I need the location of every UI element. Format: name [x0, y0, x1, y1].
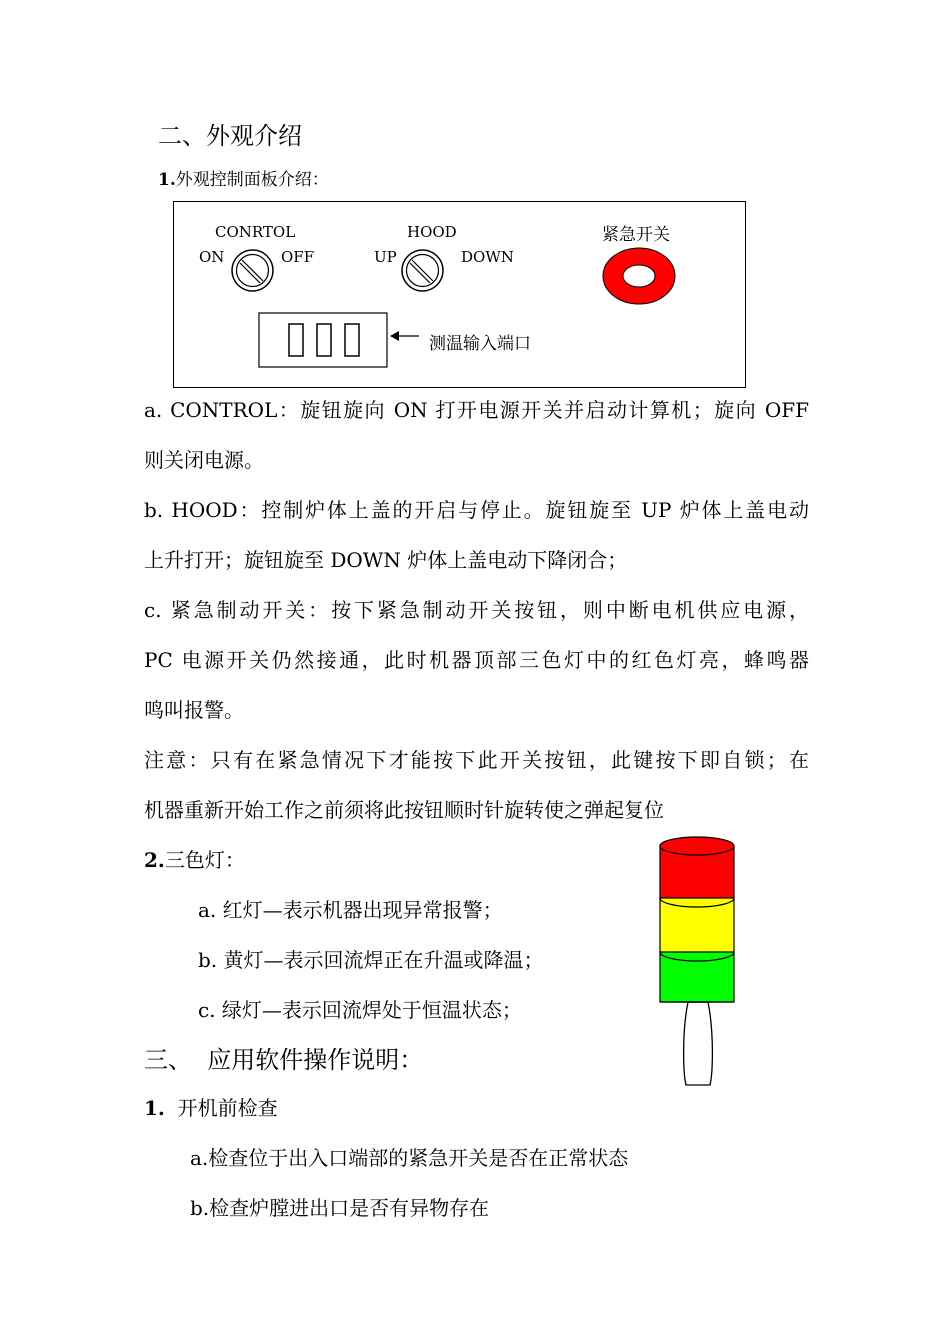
para-hood-line1: b. HOOD：控制炉体上盖的开启与停止。旋钮旋至 UP 炉体上盖电动 — [144, 498, 809, 522]
tower-light-icon — [652, 832, 744, 1094]
note-line1: 注意：只有在紧急情况下才能按下此开关按钮，此键按下即自锁；在 — [144, 748, 809, 772]
subsection-2-text: 三色灯： — [164, 848, 245, 872]
para-control-line1: a. CONTROL：旋钮旋向 ON 打开电源开关并启动计算机；旋向 OFF — [144, 398, 809, 422]
hood-up-label: UP — [374, 248, 397, 266]
control-knob-label: CONRTOL — [215, 223, 296, 241]
para-estop-line2: PC 电源开关仍然接通，此时机器顶部三色灯中的红色灯亮，蜂鸣器 — [144, 648, 809, 672]
para-control-line2: 则关闭电源。 — [144, 448, 264, 472]
subsection-2-number: 2. — [144, 848, 165, 872]
control-panel-diagram — [173, 201, 746, 388]
para-estop-line1: c. 紧急制动开关：按下紧急制动开关按钮，则中断电机供应电源， — [144, 598, 809, 622]
temperature-port-label: 测温输入端口 — [429, 334, 531, 354]
subsection-1-number: 1. — [158, 170, 176, 190]
light-item-red: a. 红灯—表示机器出现异常报警； — [198, 898, 503, 922]
control-knob-icon — [230, 248, 275, 293]
subsection-1-title — [158, 165, 329, 190]
hood-knob-icon — [400, 248, 445, 293]
subsection-3-number: 1. — [144, 1096, 165, 1120]
subsection-1-text: 外观控制面板介绍： — [175, 170, 329, 190]
arrow-left-icon — [390, 329, 420, 343]
subsection-3-title — [144, 1083, 278, 1133]
section-3-title: 三、 应用软件操作说明： — [144, 1046, 424, 1074]
para-estop-line3: 鸣叫报警。 — [144, 698, 244, 722]
hood-down-label: DOWN — [461, 248, 514, 266]
emergency-stop-button-icon — [601, 246, 677, 306]
control-on-label: ON — [199, 248, 225, 266]
emergency-stop-label: 紧急开关 — [602, 225, 670, 245]
hood-knob-label: HOOD — [407, 223, 457, 241]
light-item-green: c. 绿灯—表示回流焊处于恒温状态； — [198, 998, 522, 1022]
subsection-2-title — [144, 835, 245, 885]
subsection-3-text: 开机前检查 — [177, 1096, 278, 1120]
check-item-2: b.检查炉膛进出口是否有异物存在 — [190, 1196, 490, 1220]
control-off-label: OFF — [281, 248, 315, 266]
check-item-1: a.检查位于出入口端部的紧急开关是否在正常状态 — [190, 1146, 629, 1170]
temperature-input-port-icon — [258, 312, 388, 368]
section-2-title: 二、外观介绍 — [158, 122, 302, 150]
para-hood-line2: 上升打开；旋钮旋至 DOWN 炉体上盖电动下降闭合； — [144, 548, 628, 572]
note-line2: 机器重新开始工作之前须将此按钮顺时针旋转使之弹起复位 — [144, 798, 664, 822]
light-item-yellow: b. 黄灯—表示回流焊正在升温或降温； — [198, 948, 544, 972]
